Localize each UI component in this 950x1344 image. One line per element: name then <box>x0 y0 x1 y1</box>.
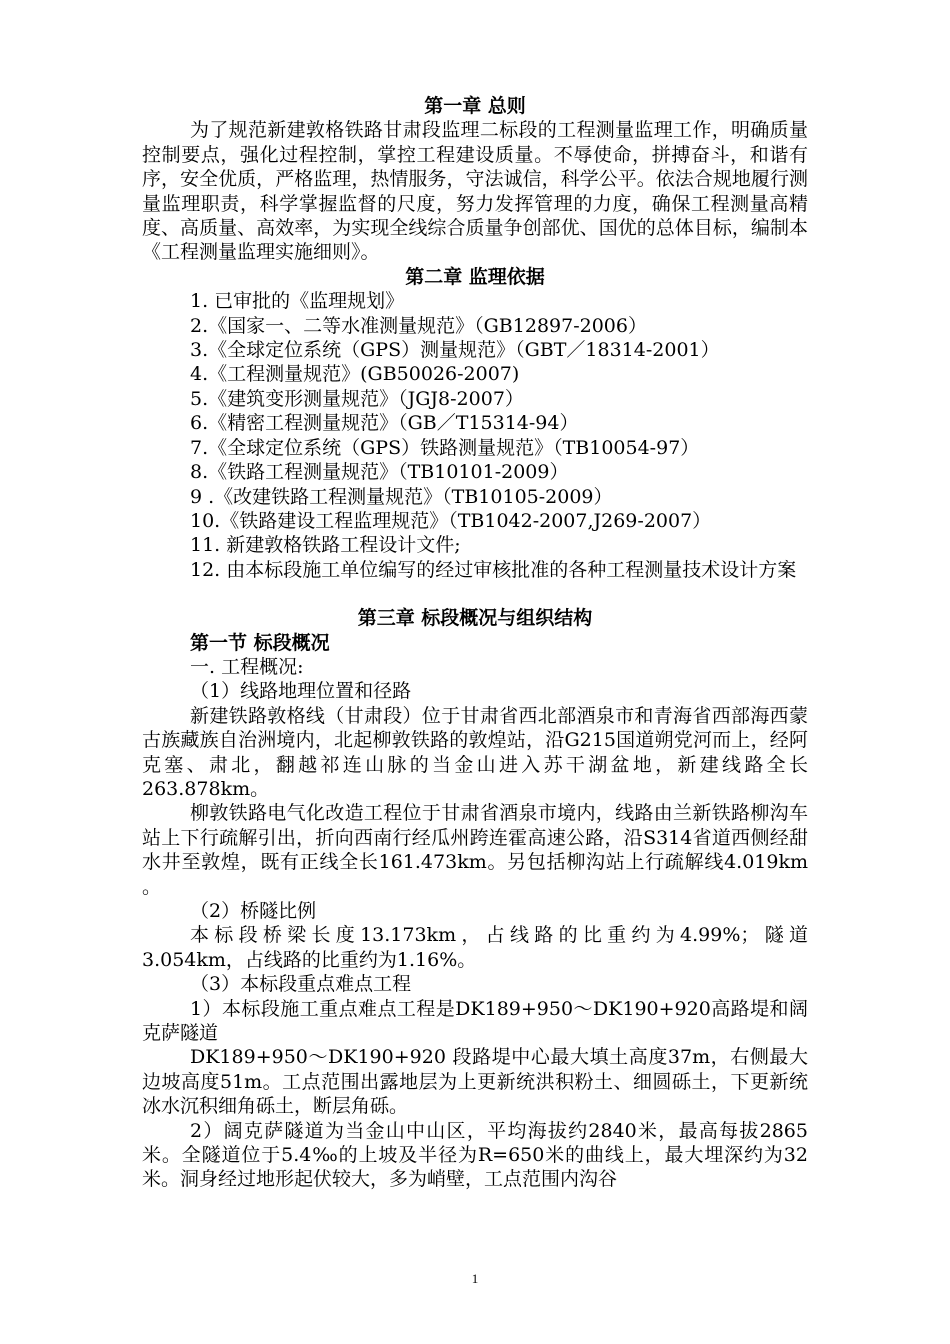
reference-item-1: 1. 已审批的《监理规划》 <box>190 290 405 313</box>
reference-item-4: 4.《工程测量规范》(GB50026-2007) <box>190 363 520 386</box>
chapter3-title: 第三章 标段概况与组织结构 <box>357 607 593 630</box>
route-paragraph-2: 柳敦铁路电气化改造工程位于甘肃省酒泉市境内，线路由兰新铁路柳沟车站上下行疏解引出，折向西南行经瓜州跨连霍高速公路，沿S314省道西侧经甜水井至敦煌，既有正线全长161.473km。另包括柳沟站上行疏解线4.019km 。 <box>142 802 808 898</box>
reference-item-2: 2.《国家一、二等水准测量规范》（GB12897-2006） <box>190 314 647 337</box>
route-heading: （1）线路地理位置和径路 <box>190 680 412 703</box>
reference-item-9: 9 .《改建铁路工程测量规范》（TB10105-2009） <box>190 485 613 508</box>
reference-item-6: 6.《精密工程测量规范》（GB／T15314-94） <box>190 412 579 435</box>
bridge-tunnel-heading: （2）桥隧比例 <box>190 900 317 922</box>
bridge-tunnel-paragraph: 本标段桥梁长度13.173km，占线路的比重约为4.99%；隧道3.054km，占线路的比重约为1.16%。 <box>142 924 808 971</box>
chapter1-title: 第一章 总则 <box>424 95 526 117</box>
key-works-paragraph-2: DK189+950～DK190+920 段路堤中心最大填土高度37m，右侧最大边坡高度51m。工点范围出露地层为上更新统洪积粉土、细圆砾土，下更新统冰水沉积细角砾土，断层角砾。 <box>142 1046 808 1118</box>
reference-item-11: 11. 新建敦格铁路工程设计文件; <box>190 534 461 557</box>
spacer <box>142 582 808 606</box>
key-works-heading: （3）本标段重点难点工程 <box>190 973 412 996</box>
route-paragraph-1: 新建铁路敦格线（甘肃段）位于甘肃省西北部酒泉市和青海省西部海西蒙古族藏族自治洲境内，北起柳敦铁路的敦煌站，沿G215国道朔党河而上，经阿克塞、肃北，翻越祁连山脉的当金山进入苏干湖盆地，新建线路全长263.878km。 <box>142 704 808 800</box>
document-page <box>142 94 808 1192</box>
key-works-paragraph-1: 1）本标段施工重点难点工程是DK189+950～DK190+920高路堤和阔克萨隧道 <box>142 997 808 1045</box>
page-number: 1 <box>471 1271 479 1286</box>
reference-item-5: 5.《建筑变形测量规范》（JGJ8-2007） <box>190 387 524 410</box>
reference-item-8: 8.《铁路工程测量规范》（TB10101-2009） <box>190 461 569 484</box>
chapter2-title: 第二章 监理依据 <box>405 265 545 288</box>
reference-item-7: 7.《全球定位系统（GPS）铁路测量规范》（TB10054-97） <box>190 436 700 459</box>
key-works-paragraph-3: 2）阔克萨隧道为当金山中山区，平均海拔约2840米，最高每拔2865米。全隧道位于5.4‰的上坡及半径为R=650米的曲线上，最大埋深约为32米。洞身经过地形起伏较大，多为峭壁，工点范围内沟谷 <box>142 1119 808 1191</box>
chapter1-paragraph: 为了规范新建敦格铁路甘肃段监理二标段的工程测量监理工作，明确质量控制要点，强化过程控制，掌控工程建设质量。不辱使命，拼搏奋斗，和谐有序，安全优质，严格监理，热情服务，守法诚信，科学公平。依法合规地履行测量监理职责，科学掌握监督的尺度，努力发挥管理的力度，确保工程测量高精度、高质量、高效率，为实现全线综合质量争创部优、国优的总体目标，编制本《工程测量监理实施细则》。 <box>142 119 808 264</box>
section1-title: 第一节 标段概况 <box>190 631 330 654</box>
reference-item-10: 10.《铁路建设工程监理规范》（TB1042-2007,J269-2007） <box>190 509 712 532</box>
reference-item-12: 12. 由本标段施工单位编写的经过审核批准的各种工程测量技术设计方案 <box>190 558 797 581</box>
reference-item-3: 3.《全球定位系统（GPS）测量规范》（GBT／18314-2001） <box>190 339 720 362</box>
subsection-heading: 一. 工程概况: <box>190 655 304 678</box>
